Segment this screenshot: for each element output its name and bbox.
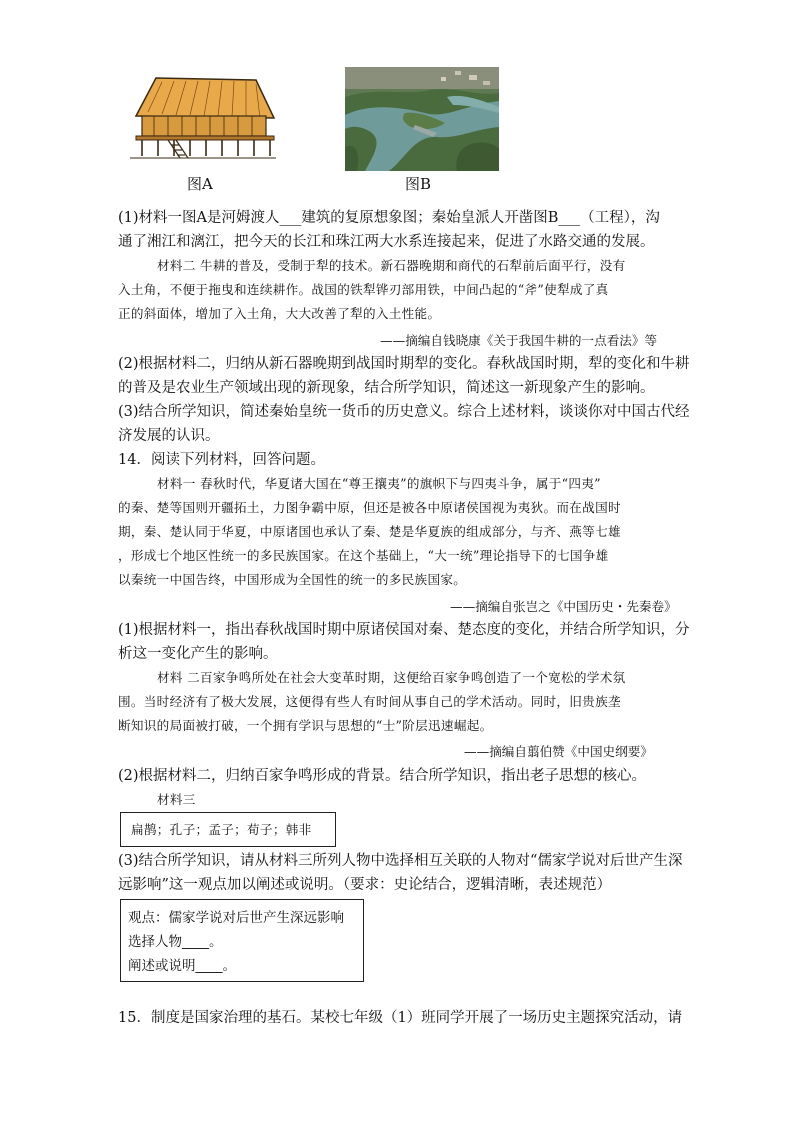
q14-material1-line1: 材料一 春秋时代，华夏诸大国在“尊王攘夷”的旗帜下与四夷斗争，属于“四夷” (157, 476, 601, 491)
answer-explanation: 阐述或说明____。 (128, 958, 236, 974)
q13-material2-source: ——摘编自钱晓康《关于我国牛耕的一点看法》等 (380, 333, 658, 348)
q14-material1-source: ——摘编自张岂之《中国历史・先秦卷》 (450, 599, 677, 614)
q14-answer-box (120, 899, 364, 982)
figure-b-caption: 图B (405, 175, 432, 193)
q13-part3-line1: (3)结合所学知识，简述秦始皇统一货币的历史意义。综合上述材料，谈谈你对中国古代经 (118, 404, 690, 420)
answer-viewpoint: 观点：儒家学说对后世产生深远影响 (128, 910, 344, 926)
q14-material1-line4: ，形成七个地区性统一的多民族国家。在这个基础上，“大一统”理论指导下的七国争雄 (118, 548, 609, 563)
q13-part2-line2: 的普及是农业生产领域出现的新现象，结合所学知识，简述这一新现象产生的影响。 (118, 380, 655, 396)
q14-material1-line3: 期，秦、楚认同于华夏，中原诸国也承认了秦、楚是华夏族的组成部分，与齐、燕等七雄 (118, 524, 621, 539)
stilt-house-figure (128, 72, 278, 160)
q13-part2-line1: (2)根据材料二，归纳从新石器晚期到战国时期犁的变化。春秋战国时期，犁的变化和牛耕 (118, 356, 690, 372)
q14-material2-source: ——摘编自翦伯赞《中国史纲要》 (464, 744, 653, 759)
q13-part1-line1: (1)材料一图A是河姆渡人___建筑的复原想象图；秦始皇派人开凿图B___（工程），沟 (118, 210, 660, 226)
q13-material2-line1: 材料二 牛耕的普及，受制于犁的技术。新石器晚期和商代的石犁前后面平行，没有 (157, 258, 626, 273)
q14-material3-box (120, 812, 336, 847)
q13-part3-line2: 济发展的认识。 (118, 428, 220, 444)
q13-material2-line3: 正的斜面体，增加了入土角，大大改善了犁的入土性能。 (118, 306, 441, 321)
q14-stem: 14．阅读下列材料，回答问题。 (118, 452, 325, 468)
q14-material2-line2: 围。当时经济有了极大发展，这便得有些人有时间从事自己的学术活动。同时，旧贵族垄 (118, 694, 621, 709)
q14-material2-line1: 材料 二百家争鸣所处在社会大变革时期，这便给百家争鸣创造了一个宽松的学术氛 (157, 670, 626, 685)
q14-material1-line2: 的秦、楚等国则开疆拓土，力图争霸中原，但还是被各中原诸侯国视为夷狄。而在战国时 (118, 500, 621, 515)
q14-material1-line5: 以秦统一中国告终，中国形成为全国性的统一的多民族国家。 (118, 572, 467, 587)
lingqu-canal-photo (345, 67, 499, 171)
q14-part3-line1: (3)结合所学知识，请从材料三所列人物中选择相互关联的人物对“儒家学说对后世产生深 (118, 853, 683, 869)
q14-material3-label: 材料三 (157, 792, 196, 807)
q14-material2-line3: 断知识的局面被打破，一个拥有学识与思想的“士”阶层迅速崛起。 (118, 718, 493, 733)
q14-part1-line1: (1)根据材料一，指出春秋战国时期中原诸侯国对秦、楚态度的变化，并结合所学知识，分 (118, 622, 690, 638)
q14-part1-line2: 析这一变化产生的影响。 (118, 646, 278, 662)
figure-a-caption: 图A (187, 175, 213, 193)
q14-part3-line2: 远影响”这一观点加以阐述或说明。（要求：史论结合，逻辑清晰，表述规范） (118, 877, 612, 893)
q13-part1-line2: 通了湘江和漓江，把今天的长江和珠江两大水系连接起来，促进了水路交通的发展。 (118, 234, 655, 250)
q15-stem: 15．制度是国家治理的基石。某校七年级（1）班同学开展了一场历史主题探究活动，请 (118, 1010, 683, 1026)
q14-part2: (2)根据材料二，归纳百家争鸣形成的背景。结合所学知识，指出老子思想的核心。 (118, 768, 647, 784)
answer-select-person: 选择人物____。 (128, 934, 223, 950)
q14-material3-names: 扁鹊；孔子；孟子；荀子；韩非 (131, 822, 312, 837)
q13-material2-line2: 入土角，不便于拖曳和连续耕作。战国的铁犁铧刃部用铁，中间凸起的“斧”使犁成了真 (118, 282, 609, 297)
